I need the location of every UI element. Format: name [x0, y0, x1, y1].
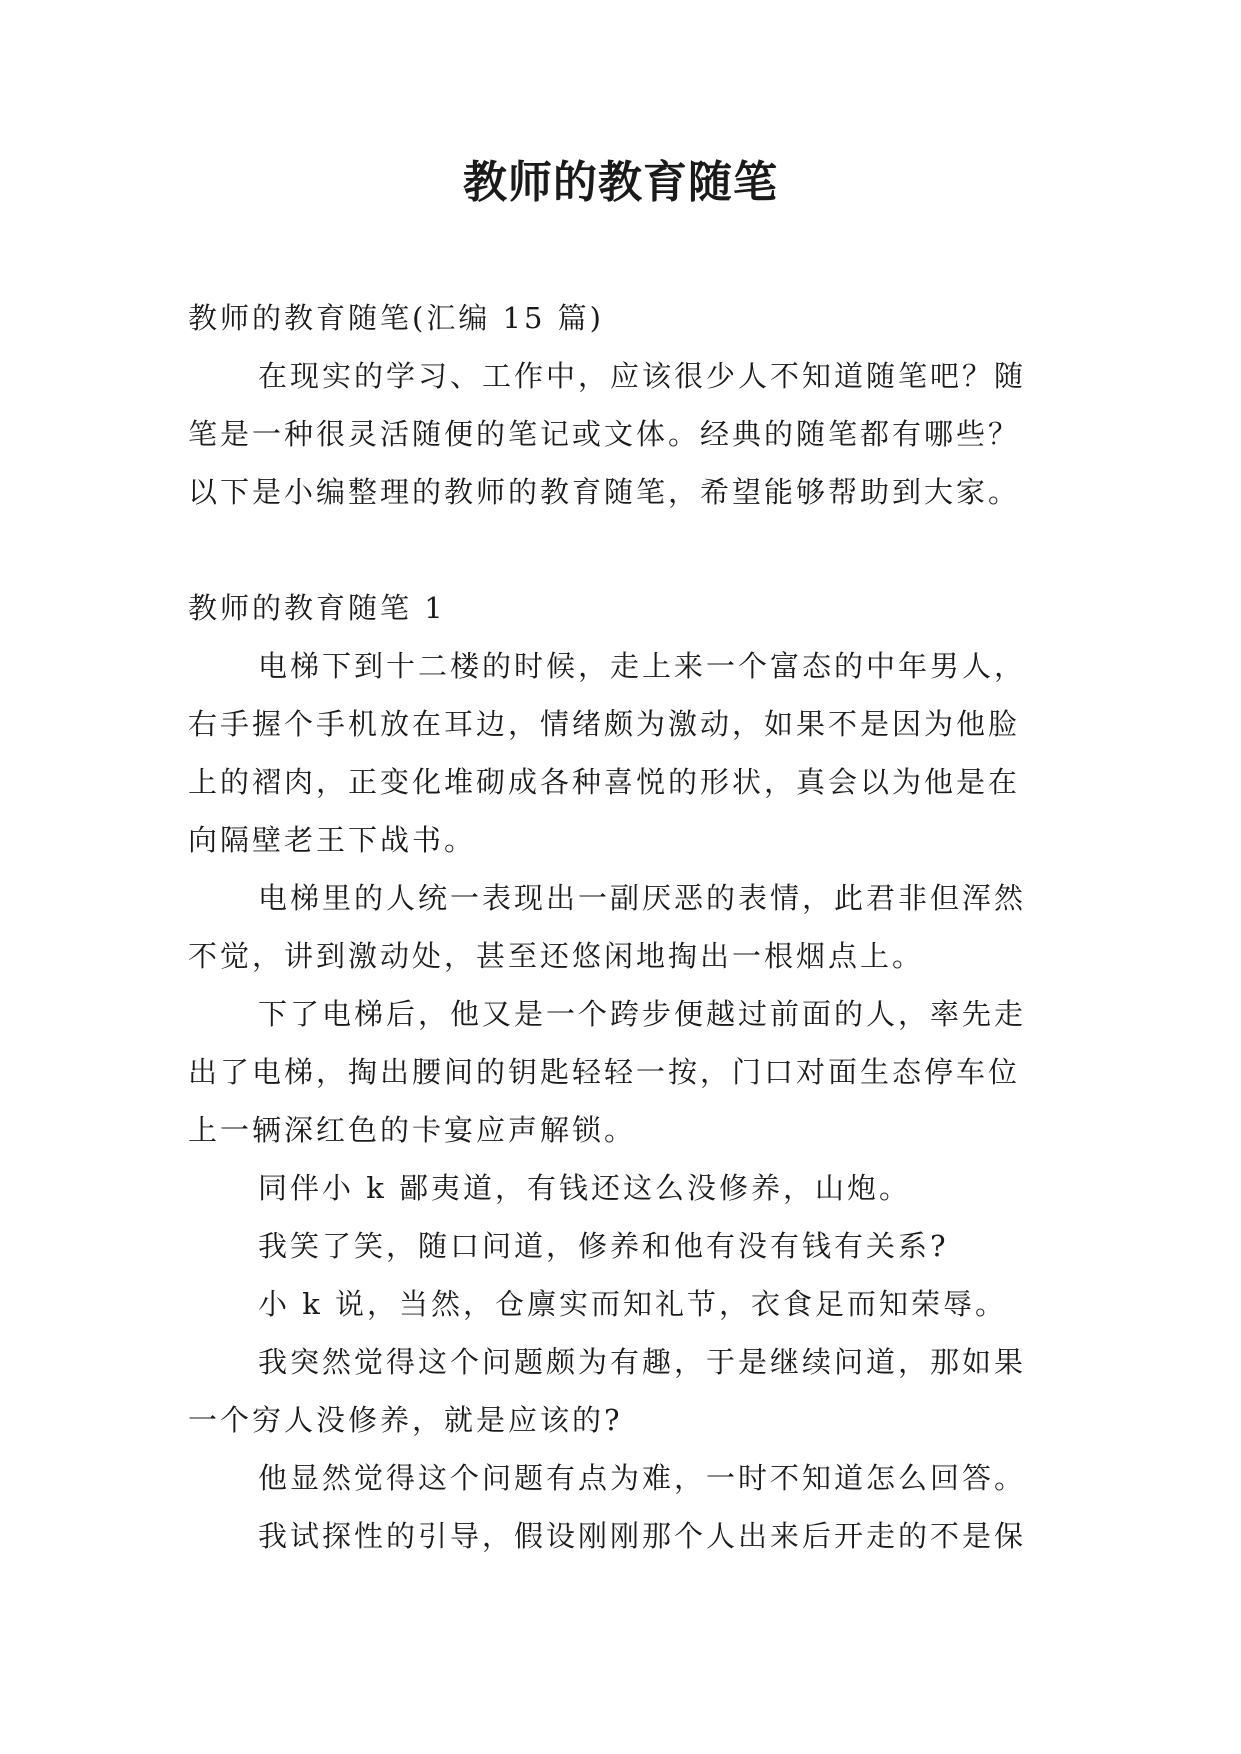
section-heading: 教师的教育随笔 1 — [188, 591, 446, 625]
body-line: 不觉，讲到激动处，甚至还悠闲地掏出一根烟点上。 — [188, 939, 925, 973]
intro-line: 以下是小编整理的教师的教育随笔，希望能够帮助到大家。 — [188, 475, 1021, 509]
intro-line: 在现实的学习、工作中，应该很少人不知道随笔吧？随 — [258, 359, 1027, 393]
body-line: 我突然觉得这个问题颇为有趣，于是继续问道，那如果 — [258, 1345, 1027, 1379]
paragraph-gap — [188, 521, 1060, 579]
body-line: 出了电梯，掏出腰间的钥匙轻轻一按，门口对面生态停车位 — [188, 1055, 1021, 1089]
body-line: 小 k 说，当然，仓廪实而知礼节，衣食足而知荣辱。 — [258, 1287, 1008, 1321]
body-line: 右手握个手机放在耳边，情绪颇为激动，如果不是因为他脸 — [188, 707, 1021, 741]
body-line: 电梯里的人统一表现出一副厌恶的表情，此君非但浑然 — [258, 881, 1027, 915]
body-line: 电梯下到十二楼的时候，走上来一个富态的中年男人， — [258, 649, 1027, 683]
body-line: 向隔壁老王下战书。 — [188, 823, 477, 857]
document-title: 教师的教育随笔 — [463, 157, 778, 208]
body-line: 下了电梯后，他又是一个跨步便越过前面的人，率先走 — [258, 997, 1027, 1031]
body-line: 他显然觉得这个问题有点为难，一时不知道怎么回答。 — [258, 1461, 1027, 1495]
subtitle: 教师的教育随笔(汇编 15 篇) — [188, 301, 604, 335]
intro-line: 笔是一种很灵活随便的笔记或文体。经典的随笔都有哪些？ — [188, 417, 1021, 451]
body-line: 我试探性的引导，假设刚刚那个人出来后开走的不是保 — [258, 1519, 1027, 1553]
body-line: 上的褶肉，正变化堆砌成各种喜悦的形状，真会以为他是在 — [188, 765, 1021, 799]
body-line: 上一辆深红色的卡宴应声解锁。 — [188, 1113, 637, 1147]
document-body — [188, 289, 1060, 1565]
body-line: 一个穷人没修养，就是应该的? — [188, 1403, 623, 1437]
body-line: 我笑了笑，随口问道，修养和他有没有钱有关系? — [258, 1229, 949, 1263]
body-line: 同伴小 k 鄙夷道，有钱还这么没修养，山炮。 — [258, 1171, 912, 1205]
